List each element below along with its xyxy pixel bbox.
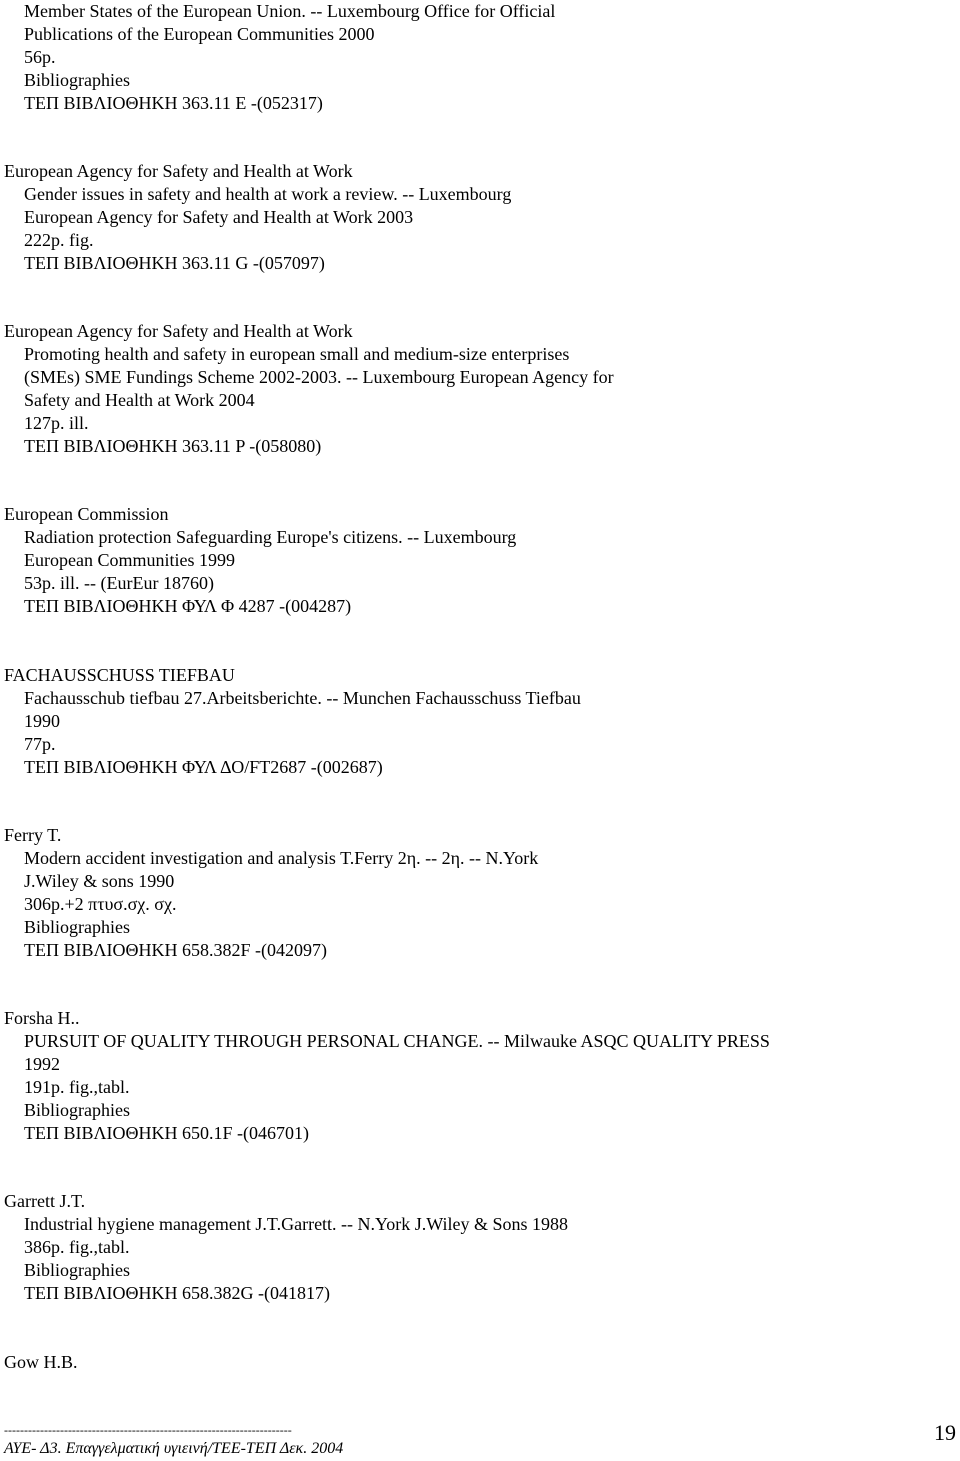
- entry-line: Gender issues in safety and health at work a review. -- Luxembourg: [24, 184, 512, 204]
- entry-line: 56p.: [24, 47, 56, 67]
- call-number: ΤΕΠ ΒΙΒΛΙΟΘΗΚΗ 658.382F -(042097): [24, 940, 328, 960]
- entry-author: European Agency for Safety and Health at Work: [4, 161, 353, 181]
- entry-line: 1990: [24, 711, 60, 731]
- call-number: ΤΕΠ ΒΙΒΛΙΟΘΗΚΗ ΦΥΛ ΔΟ/FT2687 -(002687): [24, 757, 383, 777]
- entry-line: Bibliographies: [24, 1260, 130, 1280]
- entry-author: FACHAUSSCHUSS TIEFBAU: [4, 665, 235, 685]
- entry-line: 306p.+2 πτυσ.σχ. σχ.: [24, 894, 177, 914]
- call-number: ΤΕΠ ΒΙΒΛΙΟΘΗΚΗ 363.11 E -(052317): [24, 93, 323, 113]
- call-number: ΤΕΠ ΒΙΒΛΙΟΘΗΚΗ 363.11 P -(058080): [24, 436, 322, 456]
- entry-line: Fachausschub tiefbau 27.Arbeitsberichte. -- Munchen Fachausschuss Tiefbau: [24, 688, 581, 708]
- footer-rule: ------------------------------------------------------------------------: [4, 1423, 292, 1437]
- entry-author: European Agency for Safety and Health at Work: [4, 321, 353, 341]
- entry-author: Garrett J.T.: [4, 1191, 86, 1211]
- entry-line: European Agency for Safety and Health at Work 2003: [24, 207, 414, 227]
- call-number: ΤΕΠ ΒΙΒΛΙΟΘΗΚΗ 363.11 G -(057097): [24, 253, 325, 273]
- entry-line: Modern accident investigation and analysis T.Ferry 2η. -- 2η. -- N.York: [24, 848, 539, 868]
- entry-line: 222p. fig.: [24, 230, 94, 250]
- call-number: ΤΕΠ ΒΙΒΛΙΟΘΗΚΗ 658.382G -(041817): [24, 1283, 331, 1303]
- entry-line: Safety and Health at Work 2004: [24, 390, 255, 410]
- entry-author: Forsha H..: [4, 1008, 80, 1028]
- entry-line: J.Wiley & sons 1990: [24, 871, 175, 891]
- entry-line: 386p. fig.,tabl.: [24, 1237, 130, 1257]
- entry-line: (SMEs) SME Fundings Scheme 2002-2003. -- Luxembourg European Agency for: [24, 367, 614, 387]
- page-number: 19: [934, 1420, 956, 1445]
- entry-line: Radiation protection Safeguarding Europe's citizens. -- Luxembourg: [24, 527, 517, 547]
- entry-line: Bibliographies: [24, 917, 130, 937]
- footer-note: ΑΥΕ- Δ3. Επαγγελματική υγιεινή/ΤΕΕ-ΤΕΠ Δεκ. 2004: [4, 1440, 344, 1457]
- entry-author: European Commission: [4, 504, 169, 524]
- entry-line: 191p. fig.,tabl.: [24, 1077, 130, 1097]
- entry-line: 53p. ill. -- (EurEur 18760): [24, 573, 214, 593]
- entry-line: Publications of the European Communities 2000: [24, 24, 375, 44]
- call-number: ΤΕΠ ΒΙΒΛΙΟΘΗΚΗ ΦΥΛ Φ 4287 -(004287): [24, 596, 352, 616]
- entry-line: Industrial hygiene management J.T.Garrett. -- N.York J.Wiley & Sons 1988: [24, 1214, 569, 1234]
- call-number: ΤΕΠ ΒΙΒΛΙΟΘΗΚΗ 650.1F -(046701): [24, 1123, 310, 1143]
- entry-line: 127p. ill.: [24, 413, 89, 433]
- entry-line: 77p.: [24, 734, 56, 754]
- entry-line: Member States of the European Union. -- Luxembourg Office for Official: [24, 1, 556, 21]
- entry-line: Promoting health and safety in european small and medium-size enterprises: [24, 344, 570, 364]
- entry-line: PURSUIT OF QUALITY THROUGH PERSONAL CHANGE. -- Milwauke ASQC QUALITY PRESS: [24, 1031, 770, 1051]
- entry-line: 1992: [24, 1054, 60, 1074]
- entry-author: Gow H.B.: [4, 1352, 78, 1372]
- entry-line: Bibliographies: [24, 70, 130, 90]
- entry-line: European Communities 1999: [24, 550, 235, 570]
- entry-line: Bibliographies: [24, 1100, 130, 1120]
- entry-author: Ferry T.: [4, 825, 62, 845]
